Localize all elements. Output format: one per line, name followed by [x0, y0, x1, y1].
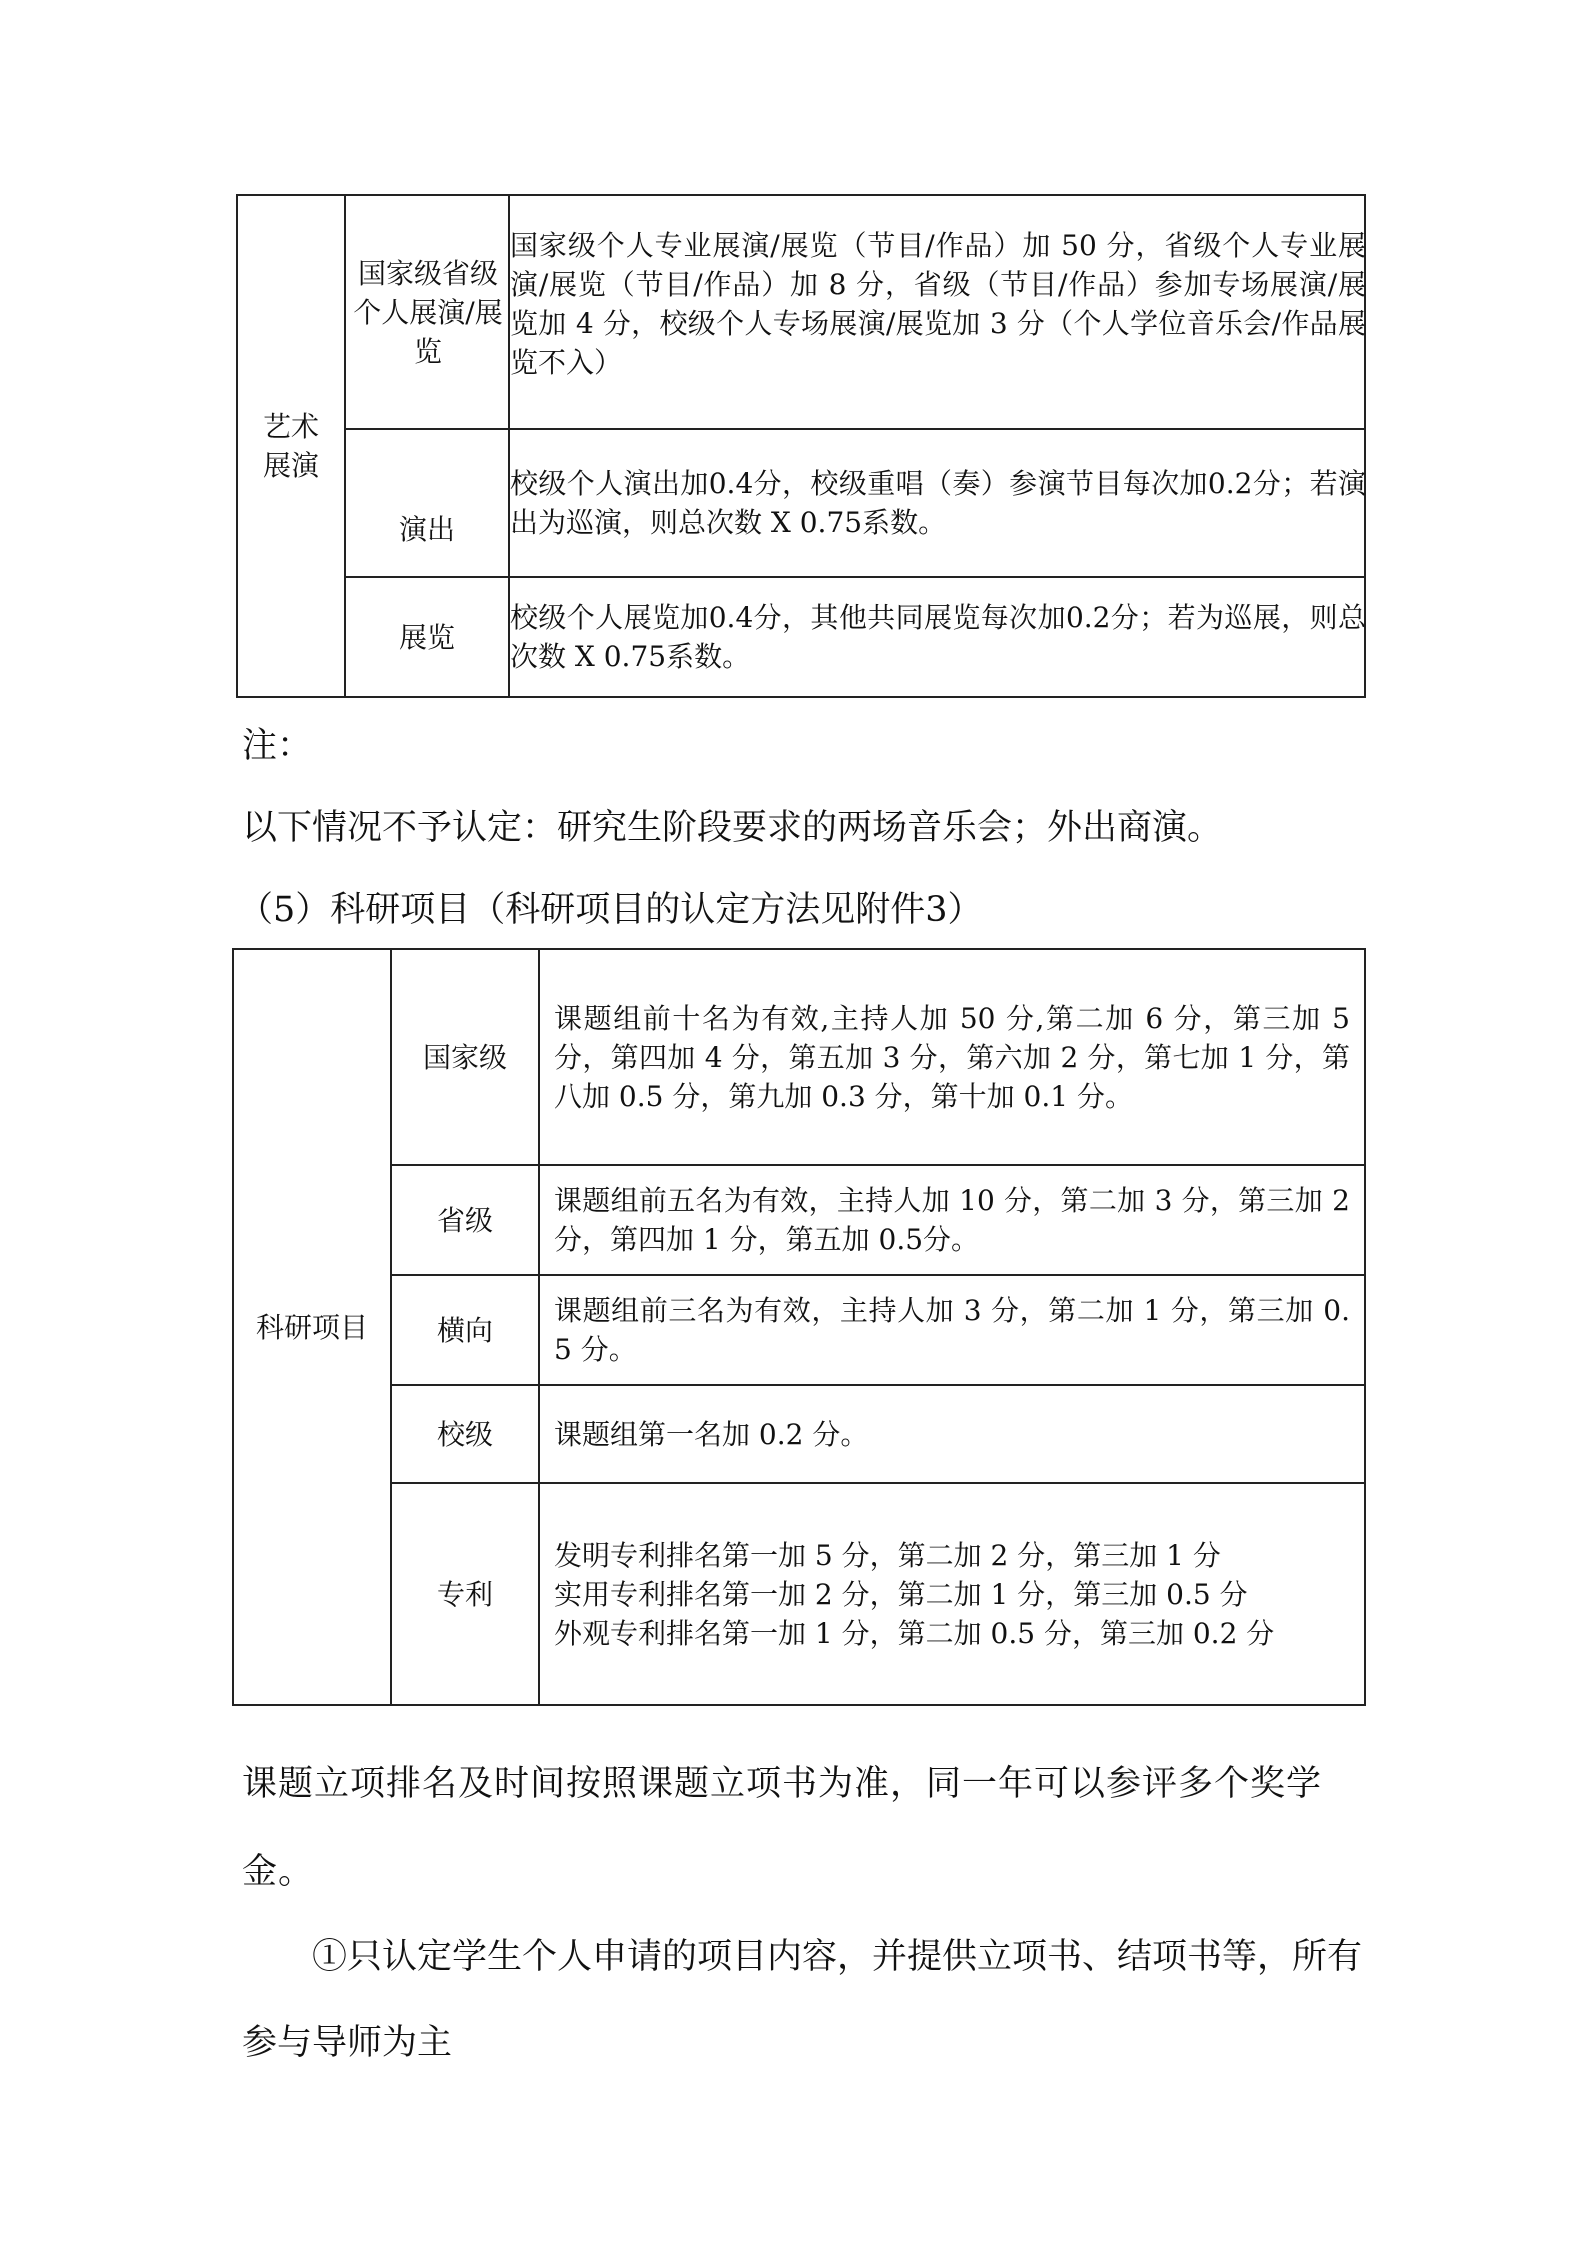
art-row-label-performance: 演出 — [398, 513, 455, 546]
section-heading: （5）科研项目（科研项目的认定方法见附件3） — [238, 890, 983, 930]
patent-line: 实用专利排名第一加 2 分，第二加 1 分，第三加 0.5 分 — [554, 1577, 1248, 1611]
research-row-desc-cell — [539, 1165, 1365, 1275]
research-row-label-cell — [391, 1275, 539, 1385]
research-row-label-cell — [391, 1483, 539, 1705]
art-row-label-cell — [345, 577, 509, 697]
research-row-label-horizontal: 横向 — [436, 1313, 493, 1347]
art-row-desc-cell — [509, 577, 1365, 697]
art-row-label-cell — [345, 429, 509, 577]
research-row-desc-school: 课题组第一名加 0.2 分。 — [554, 1417, 869, 1451]
research-row-label-provincial: 省级 — [436, 1203, 493, 1237]
item-1-paragraph — [242, 1914, 1422, 2086]
research-row-desc-cell — [539, 1385, 1365, 1483]
art-performance-table — [236, 194, 1366, 698]
art-row-label-cell — [345, 195, 509, 429]
art-row-desc-performance: 校级个人演出加0.4分，校级重唱（奏）参演节目每次加0.2分；若演出为巡演，则总次数 X 0.75系数。 — [510, 467, 1366, 539]
research-row-label-cell — [391, 1385, 539, 1483]
note-label: 注： — [242, 726, 313, 766]
patent-line: 外观专利排名第一加 1 分，第二加 0.5 分，第三加 0.2 分 — [554, 1616, 1275, 1650]
research-row-desc-cell — [539, 1275, 1365, 1385]
art-row-label-exhibition: 展览 — [398, 620, 455, 654]
ranking-paragraph — [242, 1740, 1422, 1916]
art-category-label: 艺术展演 — [262, 410, 319, 482]
art-row-desc-cell — [509, 195, 1365, 429]
patent-line: 发明专利排名第一加 5 分，第二加 2 分，第三加 1 分 — [554, 1538, 1221, 1572]
research-category-label: 科研项目 — [255, 1310, 368, 1344]
research-row-desc-provincial: 课题组前五名为有效，主持人加 10 分，第二加 3 分，第三加 2 分，第四加 1 分，第五加 0.5分。 — [554, 1184, 1350, 1256]
research-row-desc-horizontal: 课题组前三名为有效，主持人加 3 分，第二加 1 分，第三加 0.5 分。 — [554, 1294, 1350, 1366]
note-text: 以下情况不予认定：研究生阶段要求的两场音乐会；外出商演。 — [242, 808, 1223, 848]
art-row-desc-national: 国家级个人专业展演/展览（节目/作品）加 50 分，省级个人专业展演/展览（节目/作品）加 8 分，省级（节目/作品）参加专场展演/展览加 4 分，校级个人专场展演/展览加 3 分（个人学位音乐会/作品展览不入） — [510, 229, 1366, 379]
item-1-text: ①只认定学生个人申请的项目内容，并提供立项书、结项书等，所有参与导师为主 — [242, 1937, 1363, 2063]
research-row-label-national: 国家级 — [422, 1040, 507, 1074]
research-row-label-school: 校级 — [436, 1417, 493, 1451]
research-row-label-cell — [391, 1165, 539, 1275]
research-row-label-patent: 专利 — [436, 1577, 493, 1611]
art-row-desc-exhibition: 校级个人展览加0.4分，其他共同展览每次加0.2分；若为巡展，则总次数 X 0.75系数。 — [510, 601, 1366, 673]
research-row-label-cell — [391, 949, 539, 1165]
research-row-desc-national: 课题组前十名为有效,主持人加 50 分,第二加 6 分，第三加 5 分，第四加 4 分，第五加 3 分，第六加 2 分，第七加 1 分，第八加 0.5 分，第九加 0.3 分，第十加 0.1 分。 — [554, 1001, 1350, 1113]
research-project-table — [232, 948, 1366, 1706]
art-row-desc-cell — [509, 429, 1365, 577]
art-category-cell — [237, 195, 345, 697]
ranking-paragraph-text: 课题立项排名及时间按照课题立项书为准，同一年可以参评多个奖学金。 — [242, 1764, 1323, 1892]
research-row-desc-cell — [539, 949, 1365, 1165]
research-category-cell — [233, 949, 391, 1705]
research-row-desc-cell — [539, 1483, 1365, 1705]
art-row-label-national: 国家级省级个人展演/展览 — [353, 257, 503, 368]
